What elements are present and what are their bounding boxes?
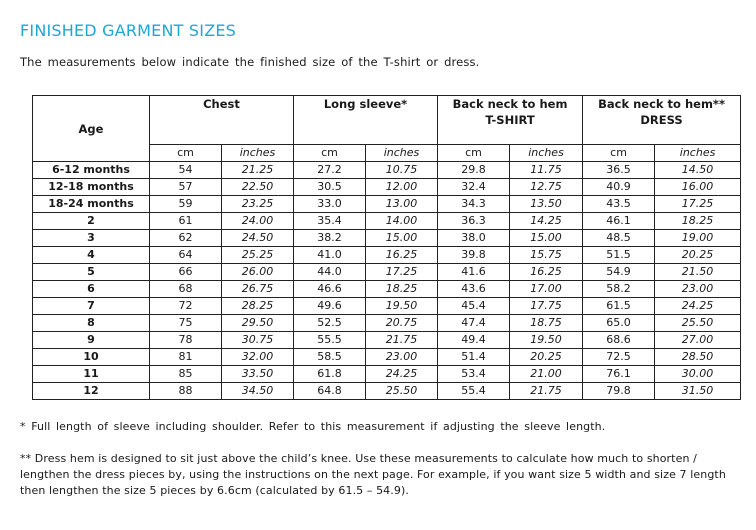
age-cell: 7 bbox=[33, 298, 150, 315]
cm-cell: 32.4 bbox=[438, 179, 510, 196]
inches-cell: 17.75 bbox=[510, 298, 583, 315]
table-row bbox=[33, 298, 741, 315]
cm-cell: 51.4 bbox=[438, 349, 510, 366]
table-row bbox=[33, 332, 741, 349]
cm-cell: 36.3 bbox=[438, 213, 510, 230]
inches-cell: 21.75 bbox=[366, 332, 438, 349]
inches-cell: 20.25 bbox=[510, 349, 583, 366]
inches-cell: 23.25 bbox=[222, 196, 294, 213]
cm-cell: 49.6 bbox=[294, 298, 366, 315]
inches-cell: 14.25 bbox=[510, 213, 583, 230]
cm-cell: 55.5 bbox=[294, 332, 366, 349]
cm-cell: 41.6 bbox=[438, 264, 510, 281]
inches-cell: 14.00 bbox=[366, 213, 438, 230]
inches-cell: 21.75 bbox=[510, 383, 583, 400]
table-row bbox=[33, 349, 741, 366]
dress-hem-footnote: ** Dress hem is designed to sit just above the child’s knee. Use these measurements to calculate how much to shorten / lengthen the dress pieces by, using the instructions on the next page. For example, if you want size 5 width and size 7 length then lengthen the size 5 pieces by 6.6cm (calculated by 61.5 – 54.9). bbox=[20, 452, 726, 497]
inches-cell: 29.50 bbox=[222, 315, 294, 332]
cm-cell: 53.4 bbox=[438, 366, 510, 383]
sleeve-footnote: * Full length of sleeve including shoulder. Refer to this measurement if adjusting the sleeve length. bbox=[20, 420, 606, 433]
cm-cell: 45.4 bbox=[438, 298, 510, 315]
inches-cell: 33.50 bbox=[222, 366, 294, 383]
cm-cell: 39.8 bbox=[438, 247, 510, 264]
table-row bbox=[33, 281, 741, 298]
cm-cell: 68.6 bbox=[583, 332, 655, 349]
age-cell: 8 bbox=[33, 315, 150, 332]
inches-cell: 17.25 bbox=[655, 196, 741, 213]
dress-length-header-text: Back neck to hem** DRESS bbox=[598, 97, 725, 127]
unit-inches: inches bbox=[222, 145, 294, 162]
inches-cell: 26.75 bbox=[222, 281, 294, 298]
inches-cell: 21.00 bbox=[510, 366, 583, 383]
cm-cell: 59 bbox=[150, 196, 222, 213]
inches-cell: 16.00 bbox=[655, 179, 741, 196]
tshirt-length-header bbox=[438, 96, 583, 145]
cm-cell: 68 bbox=[150, 281, 222, 298]
inches-cell: 12.00 bbox=[366, 179, 438, 196]
age-cell: 18-24 months bbox=[33, 196, 150, 213]
age-cell: 12 bbox=[33, 383, 150, 400]
inches-cell: 18.75 bbox=[510, 315, 583, 332]
inches-cell: 22.50 bbox=[222, 179, 294, 196]
cm-cell: 48.5 bbox=[583, 230, 655, 247]
inches-cell: 14.50 bbox=[655, 162, 741, 179]
cm-cell: 79.8 bbox=[583, 383, 655, 400]
inches-cell: 32.00 bbox=[222, 349, 294, 366]
inches-cell: 23.00 bbox=[366, 349, 438, 366]
cm-cell: 33.0 bbox=[294, 196, 366, 213]
cm-cell: 64 bbox=[150, 247, 222, 264]
age-cell: 2 bbox=[33, 213, 150, 230]
inches-cell: 25.50 bbox=[366, 383, 438, 400]
cm-cell: 55.4 bbox=[438, 383, 510, 400]
inches-cell: 30.75 bbox=[222, 332, 294, 349]
age-cell: 10 bbox=[33, 349, 150, 366]
inches-cell: 19.00 bbox=[655, 230, 741, 247]
tshirt-length-header-text: Back neck to hem T-SHIRT bbox=[452, 97, 568, 127]
cm-cell: 43.6 bbox=[438, 281, 510, 298]
inches-cell: 15.00 bbox=[366, 230, 438, 247]
cm-cell: 81 bbox=[150, 349, 222, 366]
age-cell: 6-12 months bbox=[33, 162, 150, 179]
inches-cell: 15.00 bbox=[510, 230, 583, 247]
unit-cm: cm bbox=[150, 145, 222, 162]
cm-cell: 35.4 bbox=[294, 213, 366, 230]
unit-inches: inches bbox=[510, 145, 583, 162]
inches-cell: 24.25 bbox=[366, 366, 438, 383]
cm-cell: 61.5 bbox=[583, 298, 655, 315]
chest-header: Chest bbox=[150, 96, 294, 145]
inches-cell: 19.50 bbox=[510, 332, 583, 349]
inches-cell: 25.25 bbox=[222, 247, 294, 264]
inches-cell: 13.50 bbox=[510, 196, 583, 213]
inches-cell: 25.50 bbox=[655, 315, 741, 332]
cm-cell: 62 bbox=[150, 230, 222, 247]
inches-cell: 18.25 bbox=[366, 281, 438, 298]
cm-cell: 64.8 bbox=[294, 383, 366, 400]
inches-cell: 20.75 bbox=[366, 315, 438, 332]
cm-cell: 49.4 bbox=[438, 332, 510, 349]
inches-cell: 24.00 bbox=[222, 213, 294, 230]
inches-cell: 23.00 bbox=[655, 281, 741, 298]
cm-cell: 36.5 bbox=[583, 162, 655, 179]
cm-cell: 44.0 bbox=[294, 264, 366, 281]
table-row bbox=[33, 247, 741, 264]
table-row bbox=[33, 383, 741, 400]
intro-text: The measurements below indicate the finished size of the T-shirt or dress. bbox=[20, 55, 480, 69]
table-row bbox=[33, 230, 741, 247]
cm-cell: 40.9 bbox=[583, 179, 655, 196]
cm-cell: 52.5 bbox=[294, 315, 366, 332]
cm-cell: 41.0 bbox=[294, 247, 366, 264]
unit-cm: cm bbox=[294, 145, 366, 162]
inches-cell: 30.00 bbox=[655, 366, 741, 383]
age-cell: 6 bbox=[33, 281, 150, 298]
cm-cell: 57 bbox=[150, 179, 222, 196]
inches-cell: 24.25 bbox=[655, 298, 741, 315]
cm-cell: 38.0 bbox=[438, 230, 510, 247]
unit-inches: inches bbox=[366, 145, 438, 162]
age-cell: 9 bbox=[33, 332, 150, 349]
cm-cell: 51.5 bbox=[583, 247, 655, 264]
cm-cell: 58.5 bbox=[294, 349, 366, 366]
age-cell: 3 bbox=[33, 230, 150, 247]
age-cell: 5 bbox=[33, 264, 150, 281]
inches-cell: 13.00 bbox=[366, 196, 438, 213]
inches-cell: 15.75 bbox=[510, 247, 583, 264]
inches-cell: 28.50 bbox=[655, 349, 741, 366]
inches-cell: 28.25 bbox=[222, 298, 294, 315]
garment-size-table bbox=[32, 95, 741, 400]
cm-cell: 27.2 bbox=[294, 162, 366, 179]
inches-cell: 12.75 bbox=[510, 179, 583, 196]
table-row bbox=[33, 179, 741, 196]
cm-cell: 78 bbox=[150, 332, 222, 349]
inches-cell: 20.25 bbox=[655, 247, 741, 264]
inches-cell: 21.50 bbox=[655, 264, 741, 281]
cm-cell: 54.9 bbox=[583, 264, 655, 281]
cm-cell: 72.5 bbox=[583, 349, 655, 366]
table-row bbox=[33, 162, 741, 179]
inches-cell: 18.25 bbox=[655, 213, 741, 230]
cm-cell: 58.2 bbox=[583, 281, 655, 298]
inches-cell: 17.25 bbox=[366, 264, 438, 281]
cm-cell: 29.8 bbox=[438, 162, 510, 179]
long-sleeve-header: Long sleeve* bbox=[294, 96, 438, 145]
age-header: Age bbox=[33, 96, 150, 162]
inches-cell: 21.25 bbox=[222, 162, 294, 179]
cm-cell: 75 bbox=[150, 315, 222, 332]
age-cell: 11 bbox=[33, 366, 150, 383]
unit-cm: cm bbox=[583, 145, 655, 162]
inches-cell: 10.75 bbox=[366, 162, 438, 179]
cm-cell: 65.0 bbox=[583, 315, 655, 332]
table-row bbox=[33, 366, 741, 383]
unit-inches: inches bbox=[655, 145, 741, 162]
inches-cell: 34.50 bbox=[222, 383, 294, 400]
cm-cell: 30.5 bbox=[294, 179, 366, 196]
inches-cell: 17.00 bbox=[510, 281, 583, 298]
cm-cell: 76.1 bbox=[583, 366, 655, 383]
cm-cell: 88 bbox=[150, 383, 222, 400]
cm-cell: 43.5 bbox=[583, 196, 655, 213]
inches-cell: 16.25 bbox=[366, 247, 438, 264]
dress-length-header bbox=[583, 96, 741, 145]
inches-cell: 26.00 bbox=[222, 264, 294, 281]
cm-cell: 46.1 bbox=[583, 213, 655, 230]
cm-cell: 66 bbox=[150, 264, 222, 281]
inches-cell: 19.50 bbox=[366, 298, 438, 315]
table-row bbox=[33, 264, 741, 281]
unit-cm: cm bbox=[438, 145, 510, 162]
cm-cell: 54 bbox=[150, 162, 222, 179]
cm-cell: 61 bbox=[150, 213, 222, 230]
inches-cell: 24.50 bbox=[222, 230, 294, 247]
age-cell: 12-18 months bbox=[33, 179, 150, 196]
cm-cell: 34.3 bbox=[438, 196, 510, 213]
inches-cell: 11.75 bbox=[510, 162, 583, 179]
table-row bbox=[33, 315, 741, 332]
cm-cell: 38.2 bbox=[294, 230, 366, 247]
age-cell: 4 bbox=[33, 247, 150, 264]
page-title: FINISHED GARMENT SIZES bbox=[20, 21, 237, 40]
inches-cell: 31.50 bbox=[655, 383, 741, 400]
table-row bbox=[33, 213, 741, 230]
cm-cell: 46.6 bbox=[294, 281, 366, 298]
cm-cell: 47.4 bbox=[438, 315, 510, 332]
inches-cell: 16.25 bbox=[510, 264, 583, 281]
size-table-body bbox=[33, 162, 741, 400]
cm-cell: 72 bbox=[150, 298, 222, 315]
table-row bbox=[33, 196, 741, 213]
cm-cell: 61.8 bbox=[294, 366, 366, 383]
cm-cell: 85 bbox=[150, 366, 222, 383]
inches-cell: 27.00 bbox=[655, 332, 741, 349]
